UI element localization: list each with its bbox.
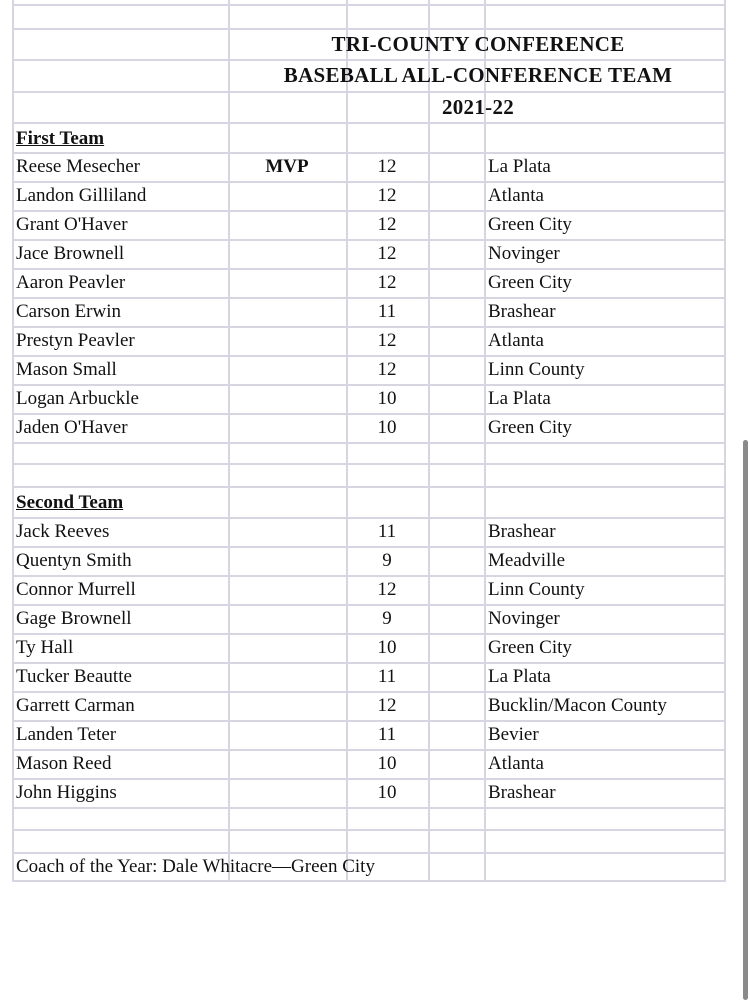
grade-value: 12 — [377, 695, 397, 716]
player-name: Mason Reed — [16, 753, 112, 774]
school-name: Bevier — [488, 724, 539, 745]
award-label: MVP — [265, 156, 309, 177]
title-team: BASEBALL ALL-CONFERENCE TEAM — [283, 63, 673, 87]
school-name: Brashear — [488, 521, 556, 542]
scrollbar[interactable] — [743, 440, 748, 1000]
school-name: Meadville — [488, 550, 566, 571]
grade-value: 12 — [377, 185, 397, 206]
player-name: Reese Mesecher — [16, 156, 140, 177]
grade-value: 10 — [377, 753, 397, 774]
grade-value: 12 — [377, 156, 397, 177]
player-name: Jaden O'Haver — [16, 417, 128, 438]
grade-value: 10 — [377, 417, 397, 438]
player-name: Prestyn Peavler — [16, 330, 135, 351]
grid-row-line — [12, 122, 724, 124]
title-season: 2021-22 — [441, 95, 515, 119]
school-name: Linn County — [488, 579, 585, 600]
school-name: La Plata — [488, 666, 551, 687]
player-name: Ty Hall — [16, 637, 74, 658]
player-name: Aaron Peavler — [16, 272, 126, 293]
player-name: Landen Teter — [16, 724, 117, 745]
school-name: La Plata — [488, 156, 551, 177]
player-name: John Higgins — [16, 782, 117, 803]
player-name: Mason Small — [16, 359, 117, 380]
grid-row-line — [12, 442, 724, 444]
grade-value: 12 — [377, 272, 397, 293]
grade-value: 9 — [382, 550, 392, 571]
first-team-heading: First Team — [16, 128, 105, 149]
grade-value: 12 — [377, 214, 397, 235]
school-name: Green City — [488, 637, 572, 658]
player-name: Gage Brownell — [16, 608, 132, 629]
school-name: Green City — [488, 214, 572, 235]
player-name: Tucker Beautte — [16, 666, 132, 687]
school-name: Atlanta — [488, 330, 544, 351]
grade-value: 12 — [377, 330, 397, 351]
grade-value: 10 — [377, 637, 397, 658]
player-name: Connor Murrell — [16, 579, 136, 600]
school-name: Linn County — [488, 359, 585, 380]
player-name: Jace Brownell — [16, 243, 125, 264]
school-name: Atlanta — [488, 185, 544, 206]
school-name: Brashear — [488, 782, 556, 803]
player-name: Carson Erwin — [16, 301, 122, 322]
title-conference: TRI-COUNTY CONFERENCE — [331, 32, 625, 56]
school-name: Novinger — [488, 608, 560, 629]
player-name: Logan Arbuckle — [16, 388, 139, 409]
school-name: Novinger — [488, 243, 560, 264]
grid-row-line — [12, 4, 724, 6]
grid-row-line — [12, 829, 724, 831]
school-name: Bucklin/Macon County — [488, 695, 667, 716]
school-name: Green City — [488, 272, 572, 293]
second-team-heading: Second Team — [16, 492, 124, 513]
grade-value: 11 — [377, 301, 397, 322]
school-name: Brashear — [488, 301, 556, 322]
coach-of-year: Coach of the Year: Dale Whitacre—Green City — [16, 856, 375, 877]
grade-value: 11 — [377, 666, 397, 687]
grade-value: 10 — [377, 388, 397, 409]
school-name: Atlanta — [488, 753, 544, 774]
player-name: Garrett Carman — [16, 695, 135, 716]
grid-row-line — [12, 463, 724, 465]
player-name: Quentyn Smith — [16, 550, 132, 571]
grade-value: 12 — [377, 243, 397, 264]
player-name: Jack Reeves — [16, 521, 110, 542]
grade-value: 11 — [377, 724, 397, 745]
player-name: Landon Gilliland — [16, 185, 147, 206]
grid-row-line — [12, 807, 724, 809]
school-name: Green City — [488, 417, 572, 438]
school-name: La Plata — [488, 388, 551, 409]
grade-value: 10 — [377, 782, 397, 803]
grade-value: 11 — [377, 521, 397, 542]
grade-value: 12 — [377, 579, 397, 600]
grade-value: 9 — [382, 608, 392, 629]
grade-value: 12 — [377, 359, 397, 380]
player-name: Grant O'Haver — [16, 214, 128, 235]
grid-column-line — [724, 0, 726, 882]
